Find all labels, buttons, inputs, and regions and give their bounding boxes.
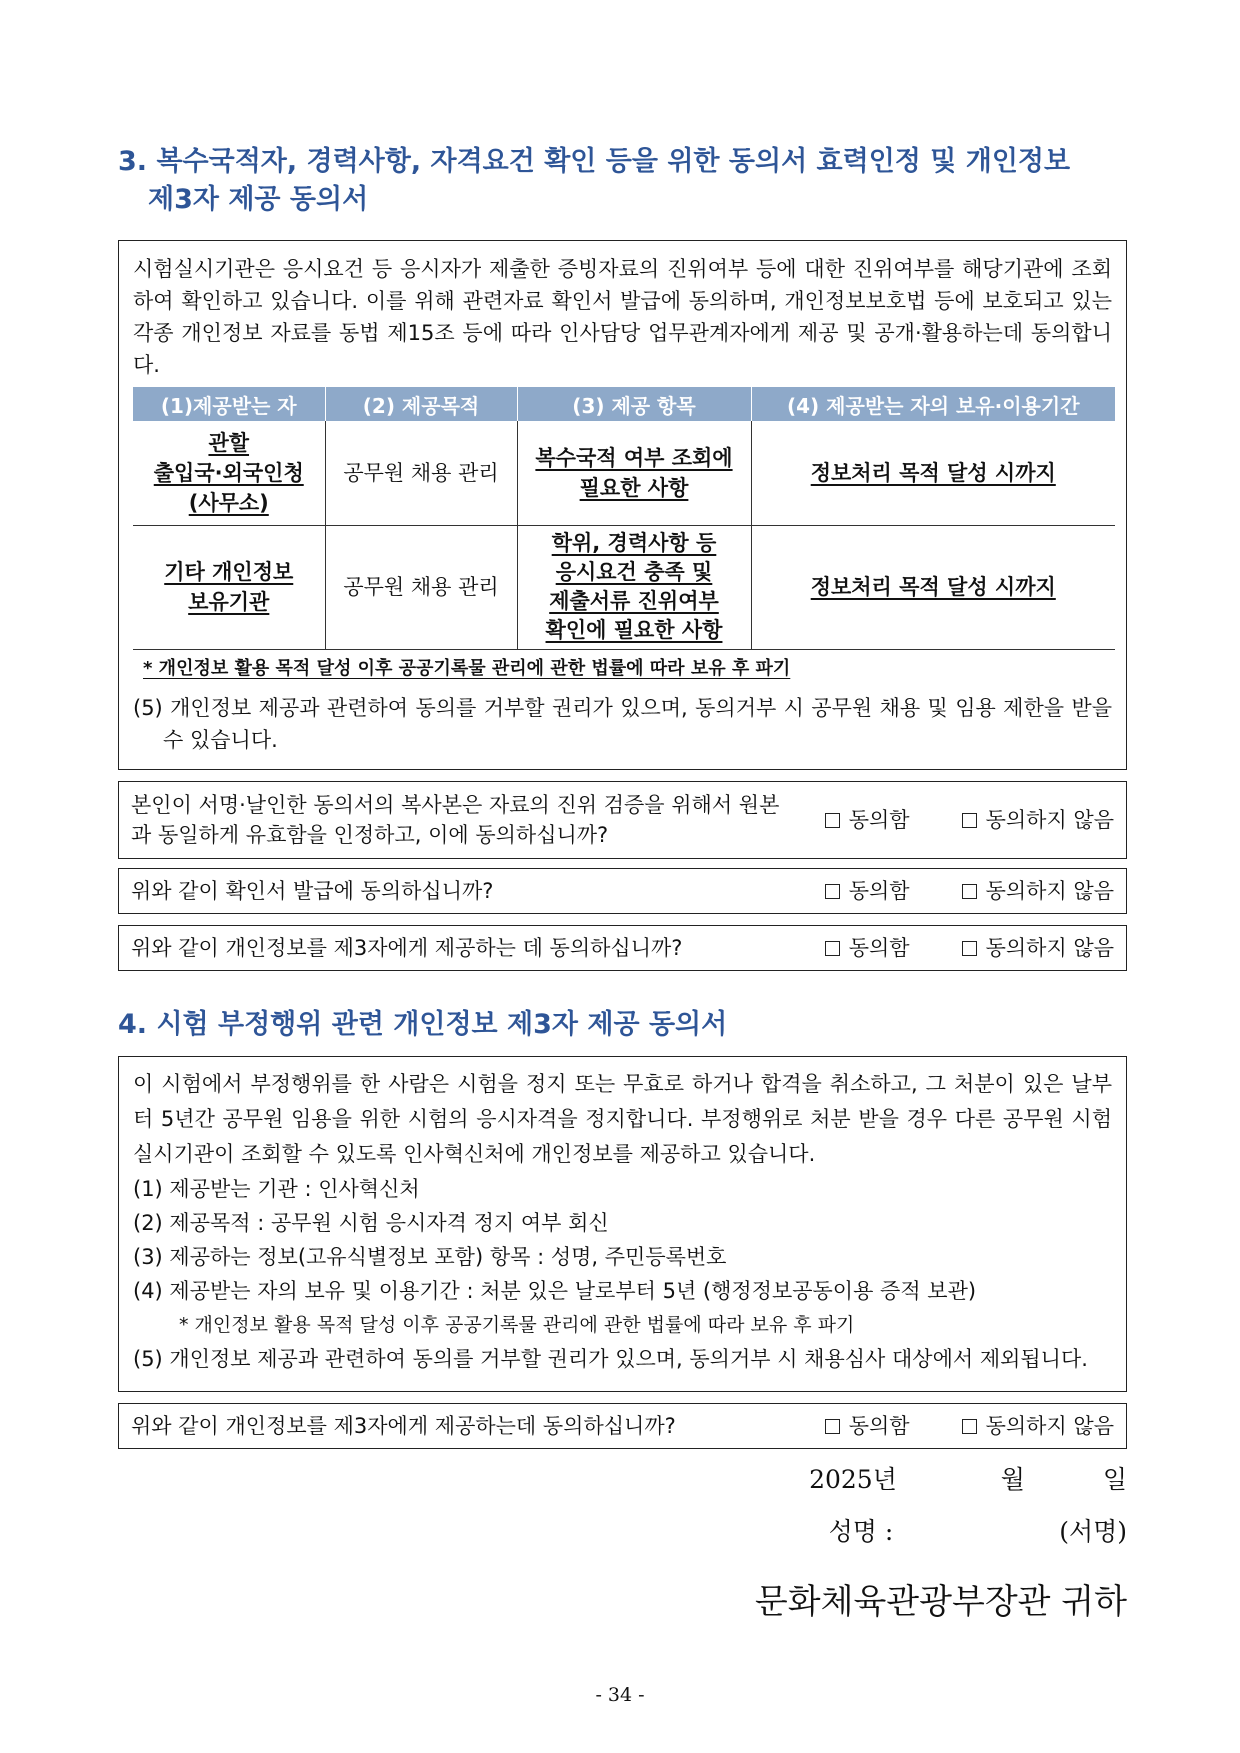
question-certificate-text: 위와 같이 확인서 발급에 동의하십니까? [131,879,494,903]
disagree-label: 동의하지 않음 [985,1414,1114,1438]
addressee: 문화체육관광부장관 귀하 [754,1582,1127,1622]
row2-recipient [133,525,325,649]
question-box-third-party [118,925,1127,971]
date-month: 월 [1000,1465,1025,1494]
section4-item-4: (4) 제공받는 자의 보유 및 이용기간 : 처분 있은 날로부터 5년 (행정정보공동이용 증적 보관) [133,1279,977,1303]
section3-title-line2: 제3자 제공 동의서 [148,184,369,215]
agree-label: 동의함 [848,1414,910,1438]
question-third-party-text: 위와 같이 개인정보를 제3자에게 제공하는 데 동의하십니까? [131,936,683,960]
agree-label: 동의함 [848,808,910,832]
row2-items-line2: 응시요건 충족 및 [555,560,713,584]
section4-title: 4. 시험 부정행위 관련 개인정보 제3자 제공 동의서 [118,1009,728,1040]
disagree-label: 동의하지 않음 [985,936,1114,960]
table-row [133,421,1115,525]
question-copy-validity-text: 본인이 서명·날인한 동의서의 복사본은 자료의 진위 검증을 위해서 원본과 동일하게 유효함을 인정하고, 이에 동의하십니까? [131,793,780,847]
checkbox-icon[interactable] [825,884,840,899]
section4-intro: 이 시험에서 부정행위를 한 사람은 시험을 정지 또는 무효로 하거나 합격을 취소하고, 그 처분이 있은 날부터 5년간 공무원 임용을 위한 시험의 응시자격을 정지합니다. 부정행위로 처분 받을 경우 다른 공무원 시험 실시기관이 조회할 수 있도록 인사혁신처에 개인정보를 제공하고 있습니다. [133,1072,1112,1166]
disagree-checkbox-misconduct[interactable] [962,1411,1114,1441]
signature-line [829,1512,1127,1552]
row2-items-line1: 학위, 경력사항 등 [551,531,717,555]
question-box-copy-validity [118,781,1127,859]
question-misconduct-text: 위와 같이 개인정보를 제3자에게 제공하는데 동의하십니까? [131,1414,676,1438]
checkbox-icon[interactable] [962,941,977,956]
agree-checkbox-misconduct[interactable] [825,1411,910,1441]
agree-label: 동의함 [848,936,910,960]
section4-item-2: (2) 제공목적 : 공무원 시험 응시자격 정지 여부 회신 [133,1211,609,1235]
header-recipient: (1)제공받는 자 [133,387,325,421]
section3-note [143,654,1112,684]
checkbox-icon[interactable] [962,884,977,899]
row1-items-line2: 필요한 사항 [579,475,689,500]
section4-item-1: (1) 제공받는 기관 : 인사혁신처 [133,1177,420,1201]
checkbox-icon[interactable] [962,1419,977,1434]
row1-purpose: 공무원 채용 관리 [325,421,517,525]
date-line [809,1460,1127,1500]
section4-item-3: (3) 제공하는 정보(고유식별정보 포함) 항목 : 성명, 주민등록번호 [133,1245,727,1269]
section3-title [118,143,1138,219]
section4-note: * 개인정보 활용 목적 달성 이후 공공기록물 관리에 관한 법률에 따라 보유 후 파기 [179,1314,855,1336]
header-period: (4) 제공받는 자의 보유·이용기간 [751,387,1115,421]
page-number: - 34 - [595,1684,645,1706]
section4-consent-box [118,1056,1127,1392]
date-day: 일 [1102,1465,1127,1494]
agree-label: 동의함 [848,879,910,903]
row2-items-line3: 제출서류 진위여부 [549,589,719,613]
disagree-label: 동의하지 않음 [985,879,1114,903]
agree-checkbox-third-party[interactable] [825,933,910,963]
row2-period-text: 정보처리 목적 달성 시까지 [810,575,1056,599]
section3-title-line1: 3. 복수국적자, 경력사항, 자격요건 확인 등을 위한 동의서 효력인정 및 개인정보 [118,146,1071,177]
disagree-checkbox-third-party[interactable] [962,933,1114,963]
checkbox-icon[interactable] [825,941,840,956]
row2-period [751,525,1115,649]
row1-period [751,421,1115,525]
section4-right-to-refuse: (5) 개인정보 제공과 관련하여 동의를 거부할 권리가 있으며, 동의거부 시 채용심사 대상에서 제외됩니다. [133,1347,1088,1371]
question-box-misconduct [118,1403,1127,1449]
row1-recipient-line1: 관할 [208,430,250,455]
row1-recipient [133,421,325,525]
row2-items [517,525,751,649]
sign-label: (서명) [1059,1517,1127,1546]
agree-checkbox-copy-validity[interactable] [825,805,910,835]
row2-purpose: 공무원 채용 관리 [325,525,517,649]
section3-note-text: * 개인정보 활용 목적 달성 이후 공공기록물 관리에 관한 법률에 따라 보유 후 파기 [143,657,791,679]
disagree-checkbox-copy-validity[interactable] [962,805,1114,835]
table-row [133,525,1115,649]
row1-items [517,421,751,525]
question-box-certificate [118,868,1127,914]
checkbox-icon[interactable] [962,813,977,828]
section3-consent-box [118,240,1127,770]
name-label: 성명 : [828,1517,894,1546]
consent-table-header [133,387,1115,421]
row2-recipient-line2: 보유기관 [188,590,270,614]
row1-period-text: 정보처리 목적 달성 시까지 [810,460,1056,485]
row2-recipient-line1: 기타 개인정보 [164,560,294,584]
checkbox-icon[interactable] [825,813,840,828]
row2-items-line4: 확인에 필요한 사항 [545,618,723,642]
header-items: (3) 제공 항목 [517,387,751,421]
agree-checkbox-certificate[interactable] [825,876,910,906]
header-purpose: (2) 제공목적 [325,387,517,421]
section3-intro: 시험실시기관은 응시요건 등 응시자가 제출한 증빙자료의 진위여부 등에 대한 진위여부를 해당기관에 조회하여 확인하고 있습니다. 이를 위해 관련자료 확인서 발급에 동의하며, 개인정보보호법 등에 보호되고 있는 각종 개인정보 자료를 동법 제15조 등에 따라 인사담당 업무관계자에게 제공 및 공개·활용하는데 동의합니다. [133,257,1112,377]
consent-table [133,387,1115,650]
disagree-checkbox-certificate[interactable] [962,876,1114,906]
disagree-label: 동의하지 않음 [985,808,1114,832]
checkbox-icon[interactable] [825,1419,840,1434]
date-year: 2025년 [809,1465,897,1494]
row1-items-line1: 복수국적 여부 조회에 [535,445,733,470]
row1-recipient-line2: 출입국·외국인청 [153,460,304,485]
section3-right-to-refuse: (5) 개인정보 제공과 관련하여 동의를 거부할 권리가 있으며, 동의거부 시 공무원 채용 및 임용 제한을 받을 수 있습니다. [133,695,1112,752]
row1-recipient-line3: (사무소) [188,490,269,515]
